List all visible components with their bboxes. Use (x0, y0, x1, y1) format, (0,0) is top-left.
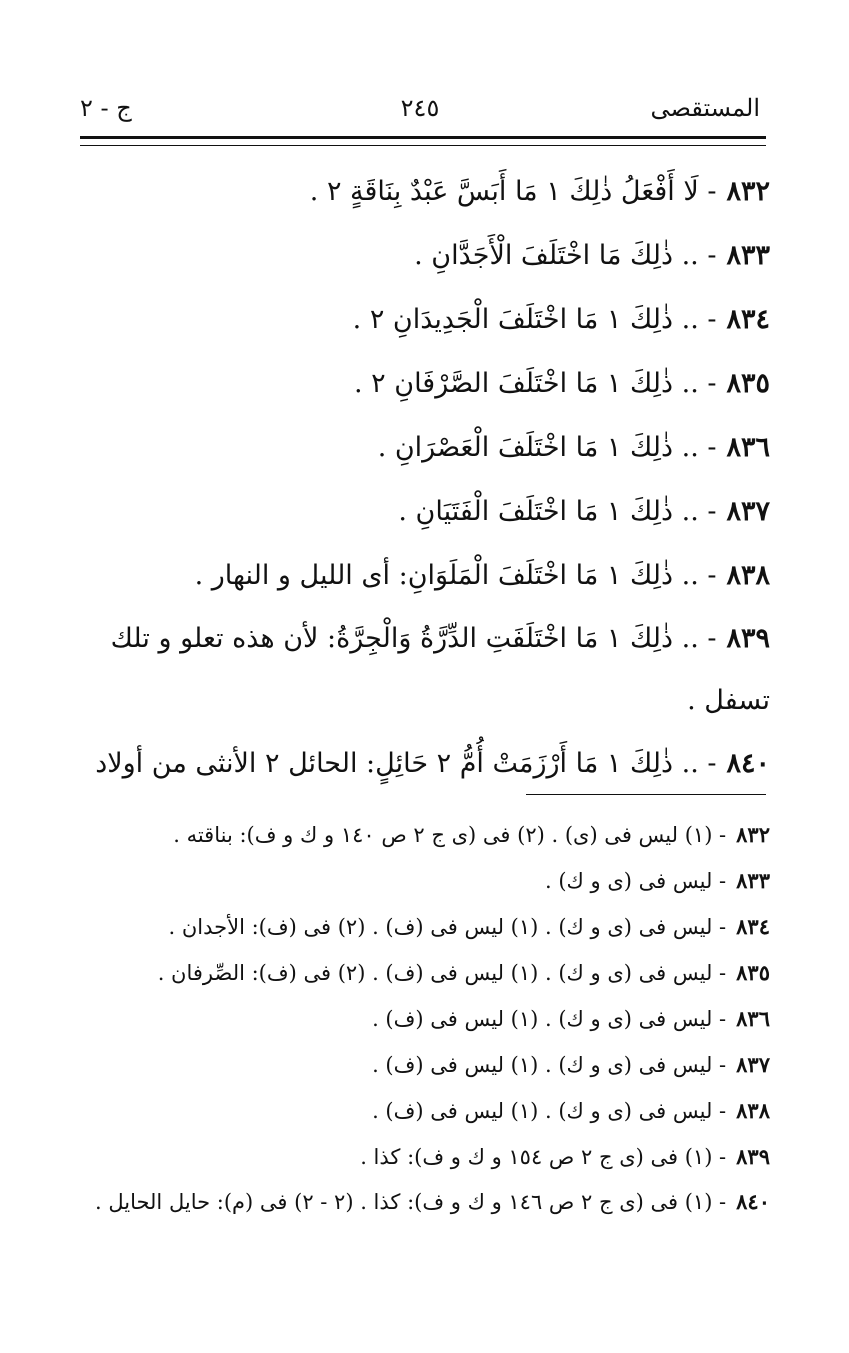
entry-text: - .. ذٰلِكَ ١ مَا أَرْزَمَتْ أُمُّ ٢ حَائِلٍ: الحائل ٢ الأنثى من أولاد (95, 748, 717, 779)
entry-text: - .. ذٰلِكَ ١ مَا اخْتَلَفَ الصَّرْفَانِ ٢ . (353, 368, 717, 399)
header-double-rule (80, 136, 766, 146)
volume-label: ج - ٢ (80, 94, 132, 122)
footnote-number: ٨٣٤ (736, 914, 770, 939)
footnote (80, 1088, 770, 1134)
entry-number: ٨٣٤ (726, 304, 770, 335)
entry-text: - .. ذٰلِكَ ١ مَا اخْتَلَفَتِ الدِّرَّةُ وَالْجِرَّةُ: لأن هذه تعلو و تلك تسفل . (110, 623, 770, 716)
proverb-entry (80, 480, 770, 544)
footnote-text: - ليس فى (ى و ك) . (١) ليس فى (ف) . (372, 1053, 727, 1077)
entry-number: ٨٣٦ (726, 432, 770, 463)
proverb-entry (80, 732, 770, 796)
footnote (80, 1042, 770, 1088)
footnote (80, 1134, 770, 1180)
page-number: ٢٤٥ (400, 94, 440, 122)
footnote (80, 1180, 770, 1224)
entry-text: - .. ذٰلِكَ مَا اخْتَلَفَ الْأَجَدَّانِ . (414, 240, 717, 271)
entry-number: ٨٤٠ (726, 748, 770, 779)
proverb-entry (80, 288, 770, 352)
proverb-entry (80, 352, 770, 416)
footnote-number: ٨٣٣ (736, 868, 770, 893)
footnote-number: ٨٣٧ (736, 1052, 770, 1077)
footnote-text: - (١) فى (ى ج ٢ ص ١٤٦ و ك و ف): كذا . (٢ - ٢) فى (م): حايل الحايل . (94, 1190, 727, 1214)
entry-number: ٨٣٩ (726, 623, 770, 654)
footnote (80, 812, 770, 858)
footnote-text: - ليس فى (ى و ك) . (545, 869, 727, 893)
footnote-text: - (١) فى (ى ج ٢ ص ١٥٤ و ك و ف): كذا . (360, 1145, 727, 1169)
footnote-number: ٨٣٥ (736, 960, 770, 985)
footnote (80, 996, 770, 1042)
entry-number: ٨٣٥ (726, 368, 770, 399)
footnote (80, 904, 770, 950)
proverb-entry (80, 544, 770, 608)
footnote (80, 858, 770, 904)
footnote-number: ٨٣٢ (736, 822, 770, 847)
footnote-text: - (١) ليس فى (ى) . (٢) فى (ى ج ٢ ص ١٤٠ و ك و ف): بناقته . (173, 823, 727, 847)
entry-number: ٨٣٣ (726, 240, 770, 271)
footnote-number: ٨٣٩ (736, 1144, 770, 1169)
proverb-entry (80, 608, 770, 732)
footnote-separator (526, 794, 766, 795)
footnote-text: - ليس فى (ى و ك) . (١) ليس فى (ف) . (٢) فى (ف): الأجدان . (168, 915, 727, 939)
entry-text: - .. ذٰلِكَ ١ مَا اخْتَلَفَ الْمَلَوَانِ: أى الليل و النهار . (194, 560, 717, 591)
footnote-number: ٨٤٠ (736, 1189, 770, 1214)
proverb-entry (80, 160, 770, 224)
entry-text: - .. ذٰلِكَ ١ مَا اخْتَلَفَ الْفَتَيَانِ . (398, 496, 717, 527)
entry-number: ٨٣٨ (726, 560, 770, 591)
entry-number: ٨٣٧ (726, 496, 770, 527)
entry-text: - لَا أَفْعَلُ ذٰلِكَ ١ مَا أَبَسَّ عَبْدٌ بِنَاقَةٍ ٢ . (309, 176, 717, 207)
entry-text: - .. ذٰلِكَ ١ مَا اخْتَلَفَ الْعَصْرَانِ . (377, 432, 717, 463)
entry-text: - .. ذٰلِكَ ١ مَا اخْتَلَفَ الْجَدِيدَانِ ٢ . (352, 304, 717, 335)
proverb-entries (80, 160, 770, 796)
footnote-text: - ليس فى (ى و ك) . (١) ليس فى (ف) . (٢) فى (ف): الصِّرفان . (157, 961, 727, 985)
footnote-number: ٨٣٦ (736, 1006, 770, 1031)
page-header (80, 88, 760, 128)
entry-number: ٨٣٢ (726, 176, 770, 207)
proverb-entry (80, 416, 770, 480)
book-title: المستقصى (650, 94, 760, 122)
footnote-number: ٨٣٨ (736, 1098, 770, 1123)
footnote-text: - ليس فى (ى و ك) . (١) ليس فى (ف) . (372, 1007, 727, 1031)
footnote (80, 950, 770, 996)
footnotes (80, 812, 770, 1224)
proverb-entry (80, 224, 770, 288)
footnote-text: - ليس فى (ى و ك) . (١) ليس فى (ف) . (372, 1099, 727, 1123)
